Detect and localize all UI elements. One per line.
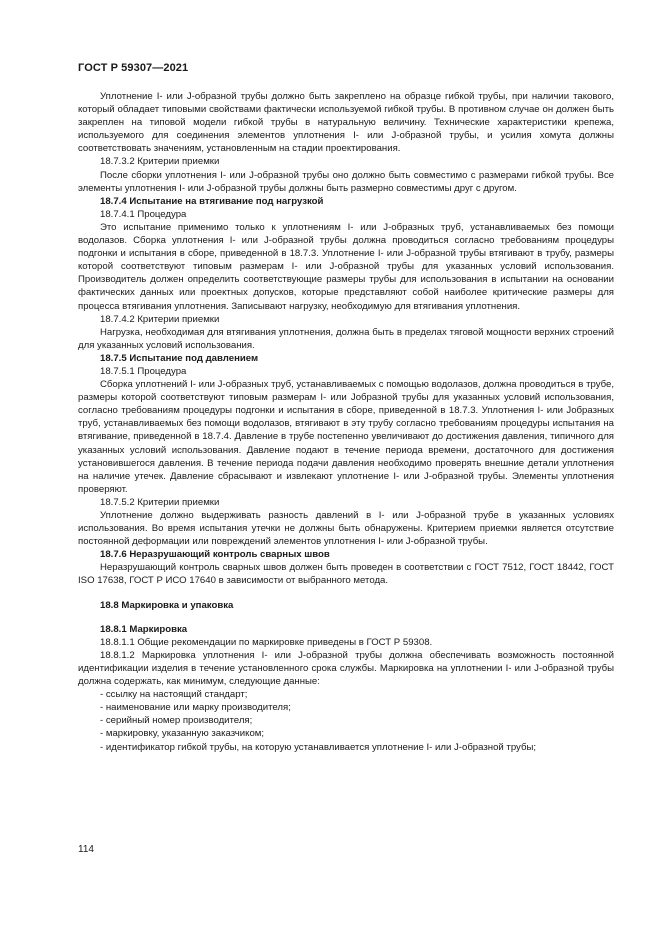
list-item: - наименование или марку производителя; xyxy=(100,702,291,714)
clause-label: 18.7.5.2 Критерии приемки xyxy=(100,496,220,508)
paragraph: Уплотнение I- или J-образной трубы должно быть закреплено на образце гибкой трубы, при наличии такового, который обладает типовыми свойствами фактически используемой гибкой трубы. В противном случае он должен быть закреплен на типовой модели гибкой трубы в натуральную величину. Технические характеристики крепежа, используемого для соединения элементов уплотнения I- или J-образной трубы, и усилия хомута должны соответствовать значениям, установленным на стадии проектирования. xyxy=(78,91,614,155)
clause-label: 18.7.5.1 Процедура xyxy=(100,365,187,377)
spacer xyxy=(78,588,614,599)
list-item: - маркировку, указанную заказчиком; xyxy=(100,728,265,740)
paragraph: Нагрузка, необходимая для втягивания уплотнения, должна быть в пределах тяговой мощности верхних строений для указанных условий использования. xyxy=(78,326,614,351)
spacer xyxy=(78,612,614,623)
section-heading: 18.8.1 Маркировка xyxy=(100,623,188,635)
paragraph: 18.8.1.2 Маркировка уплотнения I- или J-образной трубы должна обеспечивать возможность постоянной идентификации изделия в течение установленного срока службы. Маркировка на уплотнении I- или J-образной трубы должна содержать, как минимум, следующие данные: xyxy=(78,649,614,688)
clause-label: 18.7.4.1 Процедура xyxy=(100,208,187,220)
clause-label: 18.7.3.2 Критерии приемки xyxy=(100,156,220,168)
document-body xyxy=(78,90,614,754)
paragraph: После сборки уплотнения I- или J-образной трубы оно должно быть совместимо с размерами гибкой трубы. Все элементы уплотнения I- или J-образной трубы должны быть размерно совместимы друг с другом. xyxy=(78,169,614,194)
paragraph: Уплотнение должно выдерживать разность давлений в I- или J-образной трубе в указанных условиях использования. Во время испытания утечки не должны быть обнаружены. Критерием приемки является отсутствие постоянной деформации или повреждений элементов уплотнения I- или J-образной трубы. xyxy=(78,510,614,548)
section-heading: 18.7.5 Испытание под давлением xyxy=(100,352,259,364)
section-heading: 18.7.6 Неразрушающий контроль сварных швов xyxy=(100,549,330,561)
list-item: - ссылку на настоящий стандарт; xyxy=(100,689,248,701)
paragraph: 18.8.1.1 Общие рекомендации по маркировке приведены в ГОСТ Р 59308. xyxy=(100,636,433,648)
page-number: 114 xyxy=(78,844,94,855)
paragraph: Неразрушающий контроль сварных швов должен быть проведен в соответствии с ГОСТ 7512, ГОСТ 18442, ГОСТ ISO 17638, ГОСТ Р ИСО 17640 в зависимости от выбранного метода. xyxy=(78,562,614,587)
list-item: - идентификатор гибкой трубы, на которую устанавливается уплотнение I- или J-образной трубы; xyxy=(100,741,537,753)
paragraph: Сборка уплотнений I- или J-образных труб, устанавливаемых с помощью водолазов, должна проводиться в трубе, размеры которой соответствуют типовым размерам I- или Jобразной трубы для указанных условий использования, согласно требованиям процедуры подгонки и испытания в сборе, приведенной в 18.7.3. Уплотнения I- или Jобразных труб, устанавливаемых без помощи водолазов, втягивают в эту трубу согласно требованиям процедуры испытания на втягивание, приведенной в 18.7.4. Давление в трубе постепенно увеличивают до достижения давления, типичного для указанных условий использования. Давление подают в течение периода времени, достаточного для достижения установившегося давления. В течение периода подачи давления необходимо проверять внешние детали уплотнения на наличие утечек. Давление сбрасывают и извлекают уплотнение I- или J-образной трубы. Элементы уплотнения проверяют. xyxy=(78,379,614,495)
document-header: ГОСТ Р 59307—2021 xyxy=(78,62,189,74)
paragraph: Это испытание применимо только к уплотнениям I- или J-образных труб, устанавливаемых без помощи водолазов. Сборка уплотнения I- или J-образной трубы должна проводиться согласно требованиям процедуры подгонки и испытания в сборе, приведенной в 18.7.3. Уплотнение I- или J-образной трубы втягивают в трубу, размеры которой соответствуют типовым размерам I- или J-образной трубы для указанных условий использования. Производитель должен определить соответствующие размеры трубы для использования в испытании на основании фактических данных или проектных допусков, которые представляют собой наиболее критические размеры для процесса втягивания уплотнения. Записывают нагрузку, необходимую для втягивания уплотнения. xyxy=(78,221,614,312)
section-heading: 18.7.4 Испытание на втягивание под нагрузкой xyxy=(100,195,324,207)
section-heading: 18.8 Маркировка и упаковка xyxy=(100,599,234,611)
list-item: - серийный номер производителя; xyxy=(100,715,253,727)
clause-label: 18.7.4.2 Критерии приемки xyxy=(100,313,220,325)
